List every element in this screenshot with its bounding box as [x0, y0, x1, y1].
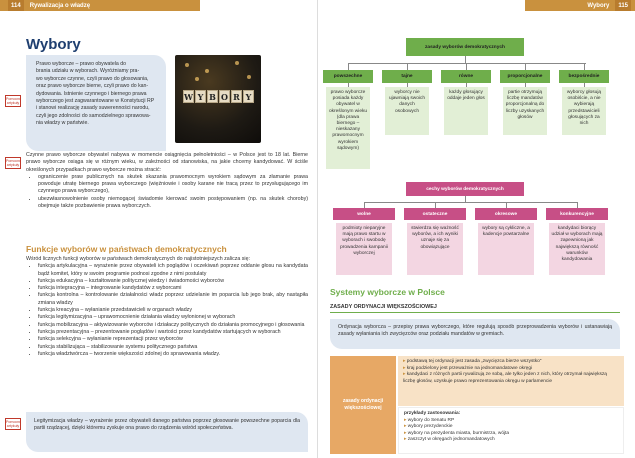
list-item: • funkcja integracyjna – integrowanie kandydatów z wyborcami: [38, 285, 308, 292]
right-page-number: 115: [615, 0, 631, 11]
intro-text: Wśród licznych funkcji wyborów w państwach demokratycznych do najistotniejszych zalicza się:: [26, 256, 251, 262]
list-item: ▸ zaszczyt w okręgach jednomandatowych: [404, 437, 618, 444]
definition-line: nia władzy w państwie.: [36, 120, 89, 127]
list-item: ▸ kandydaci z różnych partii rywalizują ze sobą, ale tylko jeden z nich, który otrzymał największą liczbę głosów, uzyskuje prawo reprezentowania okręgu w parlamencie: [403, 372, 619, 385]
examples-list: [404, 418, 618, 444]
left-page-number: 114: [8, 0, 24, 11]
table-label: zasady ordynacji większościowej: [330, 356, 396, 454]
subsection-heading: ZASADY ORDYNACJI WIĘKSZOŚCIOWEJ: [330, 304, 620, 313]
right-page: [318, 0, 635, 458]
feature-title: konkurencyjne: [546, 208, 608, 220]
list-item: • ograniczenie praw publicznych na skutek skazania prawomocnym wyrokiem sądowym za złamanie prawa powoduje utratę biernego prawa wyborczego (więźniowie i osoby karane nie tracą przez to przysługującego im czynnego prawa wyborczego),: [38, 174, 308, 196]
page-title: Wybory: [26, 36, 81, 53]
feature-desc: wybory są cykliczne, a kadencje powtarzalne: [478, 223, 534, 275]
definition-text: [36, 61, 160, 128]
letter-tile: B: [207, 90, 218, 103]
list-item: ▸ wybory prezydenckie: [404, 424, 618, 431]
list-item: • funkcja edukacyjna – kształtowanie politycznej wiedzy i świadomości wyborców: [38, 278, 308, 285]
functions-list: [26, 263, 308, 358]
principle-title: powszechne: [323, 70, 373, 83]
list-item: • funkcja legitymizacyjna – uprawomocnienie działania władzy wyłonionej w wyborach: [38, 314, 308, 321]
list-item: • funkcja artykulacyjna – wyrażenie przez obywateli ich poglądów i oczekiwań poprzez oddanie głosu na kandydata bądź komitet, który w swoim programie podnosi zgodne z nimi postulaty: [38, 263, 308, 278]
letter-tile: W: [184, 91, 193, 102]
definition-line: czyli jego zdolności do samodzielnego sprawowa-: [36, 112, 151, 119]
functions-section: [26, 256, 308, 358]
paragraph-text: Czynne prawo wyborcze obywatel nabywa w momencie osiągnięcia pełnoletniości – w Polsce jest to 18 lat. Bierne prawo wyborcze osiąga się w różnym wieku, w zależności od stanowiska, na jakie chcemy kandydować. W ściśle określonych przypadkach prawo wyborcze można stracić:: [26, 152, 308, 173]
definition-line: oraz prawo wyborcze bierne, czyli prawo do kan-: [36, 83, 149, 90]
suffrage-paragraph: [26, 152, 308, 210]
list-item: ▸ wybory na prezydenta miasta, burmistrza, wójta: [404, 431, 618, 438]
principle-title: tajne: [382, 70, 432, 83]
letter-tile: O: [219, 90, 230, 103]
section-heading: Funkcje wyborów w państwach demokratycznych: [26, 244, 227, 254]
rules-cell: [398, 356, 624, 406]
principles-root: zasady wyborów demokratycznych: [406, 38, 524, 56]
definition-line: brania udziału w wyborach. Wyróżniamy pra-: [36, 68, 140, 75]
feature-title: ostateczne: [404, 208, 466, 220]
right-header: [525, 0, 635, 11]
definition-line: dydowania. Istnienie czynnego i biernego prawa: [36, 90, 147, 97]
features-root: cechy wyborów demokratycznych: [406, 182, 524, 196]
definition-line: i stanowi realizację zasady suwerenności narodu,: [36, 105, 150, 112]
right-header-title: Wybory: [587, 2, 610, 9]
side-label: Pomocne artykuły: [6, 159, 22, 167]
side-label: Pomocne artykuły: [6, 97, 22, 105]
principle-title: proporcjonalne: [500, 70, 550, 83]
principle-desc: prawo wyborcze posiada każdy obywatel w określonym wieku (dla prawa biernego – nieskazany prawomocnym wyrokiem sądowym): [326, 87, 370, 169]
list-item: • funkcja władztwórcza – tworzenie większości zdolnej do sprawowania władzy.: [38, 351, 308, 358]
left-page: [0, 0, 317, 458]
principle-title: bezpośrednie: [559, 70, 609, 83]
list-item: • ubezwłasnowolnienie osoby niemogącej świadomie kierować swoim postępowaniem (np. na skutek choroby) obejmuje także pozbawienie prawa wyborczych.: [38, 196, 308, 211]
list-item: • funkcja kreacyjna – wyłanianie przedstawicieli w organach władzy: [38, 307, 308, 314]
feature-desc: kandydaci biorący udział w wyborach mają zapewnioną jak największą równość warunków kandydowania: [549, 223, 605, 275]
feature-desc: podmioty nieparyjne mają prawo startu w wyborach i swobodę prowadzenia kampanii wyborczej: [336, 223, 392, 275]
principle-desc: wyborcy głosują osobiście, a nie wybierają przedstawicieli głosujących za nich: [562, 87, 606, 135]
list-item: • funkcja mobilizacyjna – aktywizowanie wyborców i działaczy politycznych do działania promocyjnego i głosowania: [38, 322, 308, 329]
list-item: ▸ wybory do Senatu RP: [404, 418, 618, 425]
section-heading: Systemy wyborcze w Polsce: [330, 287, 445, 297]
left-header: [0, 0, 200, 11]
letter-tile: R: [231, 90, 242, 103]
rules-list: [403, 359, 619, 385]
principle-title: równe: [441, 70, 491, 83]
feature-title: okresowe: [475, 208, 537, 220]
examples-cell: [398, 407, 624, 454]
feature-title: wolne: [333, 208, 395, 220]
principle-desc: wyborcy nie ujawniają swoich danych osobowych: [385, 87, 429, 135]
letter-tile: Y: [195, 90, 206, 103]
list-item: • funkcja prezentacyjna – prezentowanie poglądów i wartości przez kandydatów startujących w wyborach: [38, 329, 308, 336]
list-item: • funkcja selekcyjna – wyłanianie reprezentacji przez wyborców: [38, 336, 308, 343]
definition-line: wyborczego jest zagwarantowane w Konstytucji RP: [36, 98, 155, 105]
definition-line: wo wyborcze czynne, czyli prawo do głosowania,: [36, 75, 149, 82]
letter-tiles: [183, 90, 254, 103]
definition-box: [26, 55, 166, 151]
list-item: ▸ kraj podzielony jest przeważnie na jednomandatowe okręgi: [403, 366, 619, 373]
examples-label: przykłady zastosowania:: [404, 411, 461, 416]
ordinance-box: Ordynacja wyborcza – przepisy prawa wyborczego, które regulują sposób przeprowadzenia wyborów i ustanawiają zasady wyłaniania ich zwycięzców oraz podziału mandatów w gremiach.: [330, 319, 620, 349]
principle-desc: partie otrzymują liczbę mandatów proporcjonalną do liczby uzyskanych głosów: [503, 87, 547, 135]
list-item: • funkcja stabilizująca – stabilizowanie systemu politycznego państwa: [38, 344, 308, 351]
letter-tile: Y: [243, 90, 254, 103]
list-item: • funkcja kontrolna – kontrolowanie działalności władz poprzez udzielanie im poparcia lub jego brak, aby nastąpiła zmiana władzy: [38, 292, 308, 307]
ballot-photo: [175, 55, 261, 143]
list-item: ▸ podstawą tej ordynacji jest zasada „zwycięzca bierze wszystko": [403, 359, 619, 366]
left-header-title: Rywalizacja o władzę: [29, 2, 91, 9]
legitimization-box: Legitymizacja władzy – wyrażenie przez obywateli danego państwa poprzez głosowanie powszechne poparcia dla partii rządzącej, dzięki któremu zyskuje ona prawo do rządzenia wśród społeczeństwa.: [26, 412, 308, 452]
side-label: Pomocne artykuły: [6, 420, 22, 428]
feature-desc: stwierdza się ważność wyborów, a ich wyniki uznaje się za obowiązujące: [407, 223, 463, 275]
principle-desc: każdy głosujący oddaje jeden głos: [444, 87, 488, 135]
definition-line: Prawo wyborcze – prawo obywatela do: [36, 61, 126, 67]
